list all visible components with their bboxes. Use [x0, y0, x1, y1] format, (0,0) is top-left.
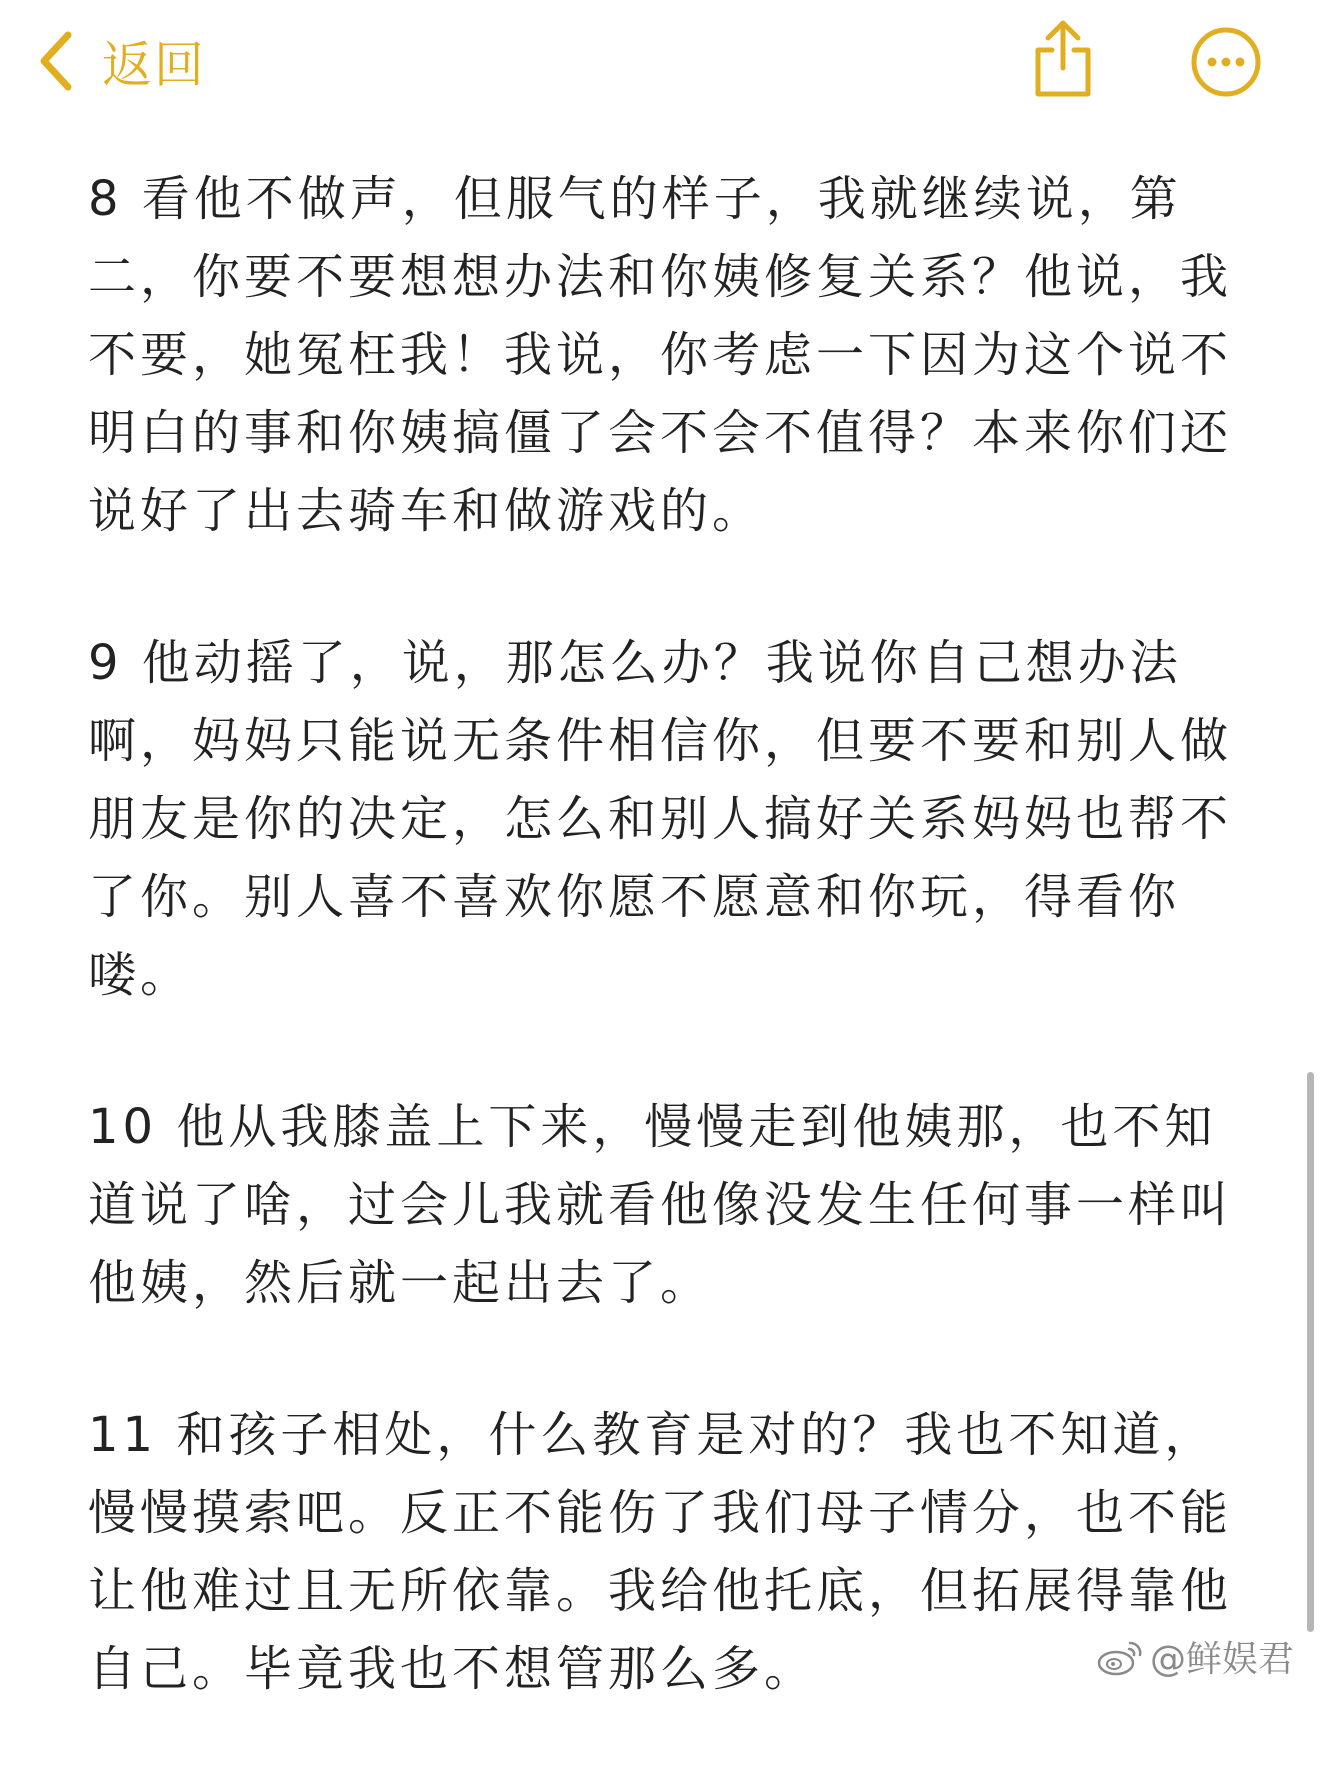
back-button[interactable] — [36, 26, 206, 96]
note-paragraph-10: 10 他从我膝盖上下来，慢慢走到他姨那，也不知道说了啥，过会儿我就看他像没发生任何事一样叫他姨，然后就一起出去了。 — [88, 1099, 1233, 1311]
ellipsis-circle-icon — [1190, 26, 1262, 98]
note-body[interactable] — [88, 160, 1248, 1782]
scroll-indicator[interactable] — [1307, 1072, 1314, 1632]
navigation-bar — [0, 0, 1320, 130]
share-icon — [1028, 18, 1098, 100]
chevron-left-icon — [36, 29, 76, 93]
watermark — [1092, 1631, 1298, 1682]
note-paragraph-9: 9 他动摇了，说，那怎么办？我说你自己想办法啊，妈妈只能说无条件相信你，但要不要和别人做朋友是你的决定，怎么和别人搞好关系妈妈也帮不了你。别人喜不喜欢你愿不愿意和你玩，得看你喽。 — [88, 635, 1233, 1003]
note-paragraph-11: 11 和孩子相处，什么教育是对的？我也不知道，慢慢摸索吧。反正不能伤了我们母子情分，也不能让他难过且无所依靠。我给他托底，但拓展得靠他自己。毕竟我也不想管那么多。 — [88, 1407, 1233, 1697]
note-paragraph-8: 8 看他不做声，但服气的样子，我就继续说，第二，你要不要想想办法和你姨修复关系？他说，我不要，她冤枉我！我说，你考虑一下因为这个说不明白的事和你姨搞僵了会不会不值得？本来你们还说好了出去骑车和做游戏的。 — [88, 171, 1233, 539]
watermark-text: @鲜娱君 — [1149, 1639, 1294, 1680]
share-button[interactable] — [1028, 18, 1098, 100]
back-label: 返回 — [102, 36, 206, 94]
more-button[interactable] — [1190, 26, 1262, 98]
weibo-logo-icon — [1096, 1637, 1144, 1677]
